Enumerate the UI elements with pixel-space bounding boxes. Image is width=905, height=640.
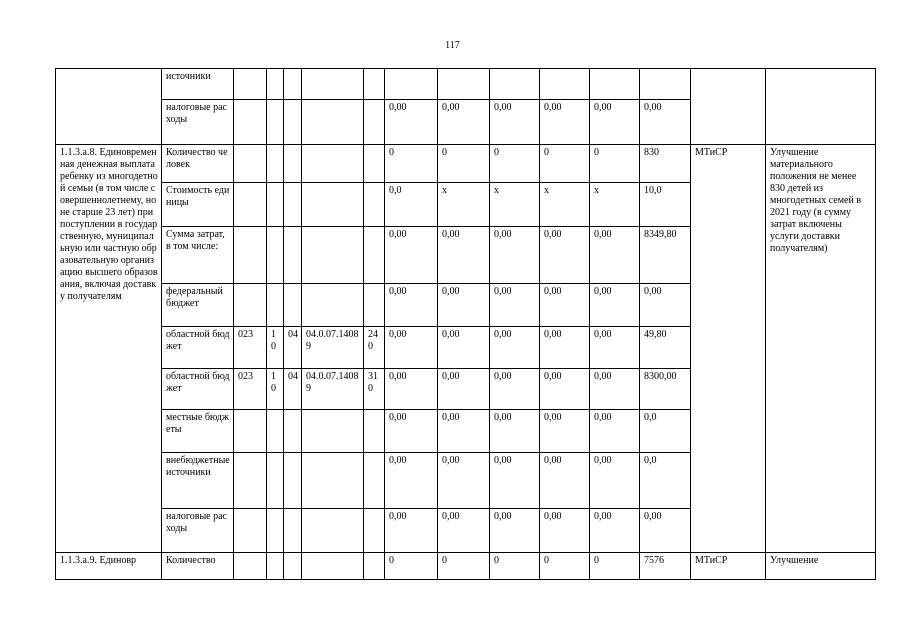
cell: 0,00: [590, 327, 640, 369]
cell: 0: [590, 553, 640, 580]
cell: федеральный бюджет: [162, 284, 234, 327]
cell: 0: [385, 553, 438, 580]
cell: [267, 410, 284, 453]
table-row: [56, 553, 876, 580]
cell: [267, 553, 284, 580]
cell: внебюджетные источники: [162, 453, 234, 509]
cell: 0,00: [438, 284, 490, 327]
cell: 0,00: [385, 227, 438, 284]
cell: 49,80: [640, 327, 691, 369]
cell: [364, 145, 385, 183]
cell: [284, 227, 302, 284]
cell: 0,00: [590, 453, 640, 509]
cell: 0,00: [385, 453, 438, 509]
cell: 0,00: [438, 453, 490, 509]
cell: 0,00: [540, 327, 590, 369]
cell: 04: [284, 369, 302, 410]
cell: [385, 69, 438, 100]
cell: 0,0: [640, 453, 691, 509]
cell: [640, 69, 691, 100]
cell: 0,00: [438, 509, 490, 553]
cell: 0,00: [590, 369, 640, 410]
expected-result: Улучшение: [766, 553, 876, 580]
activity-description: 1.1.3.а.8. Единовременная денежная выплата ребенку из многодетной семьи (в том числе совершеннолетнему, но не старше 23 лет) при поступлении в государственную, муниципальную или частную образовательную организацию высшего образования, включая доставку получателям: [56, 145, 162, 553]
cell: [284, 509, 302, 553]
cell: 0,00: [590, 509, 640, 553]
cell: 830: [640, 145, 691, 183]
cell: [302, 553, 364, 580]
cell: [284, 183, 302, 227]
cell: 0,00: [490, 284, 540, 327]
cell: [364, 227, 385, 284]
table-row: [56, 145, 876, 183]
cell: 0,00: [385, 509, 438, 553]
cell: 0,00: [590, 227, 640, 284]
cell: 0,00: [590, 284, 640, 327]
cell: 10: [267, 369, 284, 410]
cell: 0: [590, 145, 640, 183]
cell: [302, 227, 364, 284]
cell: 240: [364, 327, 385, 369]
cell: 04: [284, 327, 302, 369]
cell: х: [490, 183, 540, 227]
cell: [364, 183, 385, 227]
cell: [302, 100, 364, 145]
cell: [284, 553, 302, 580]
cell: 0,0: [640, 410, 691, 453]
cell: 0: [438, 145, 490, 183]
cell: [267, 509, 284, 553]
cell: 0,00: [640, 509, 691, 553]
cell: 0,00: [385, 100, 438, 145]
cell: 023: [234, 369, 267, 410]
cell: [302, 410, 364, 453]
cell: [284, 284, 302, 327]
cell: налоговые расходы: [162, 100, 234, 145]
cell: Сумма затрат, в том числе:: [162, 227, 234, 284]
cell: х: [590, 183, 640, 227]
cell: [302, 509, 364, 553]
cell: 0,00: [540, 369, 590, 410]
cell: 0,00: [438, 410, 490, 453]
cell: 0,00: [540, 509, 590, 553]
cell: [540, 69, 590, 100]
cell: х: [438, 183, 490, 227]
cell: 0,00: [490, 227, 540, 284]
budget-table: [55, 68, 876, 580]
cell: [267, 69, 284, 100]
cell: х: [540, 183, 590, 227]
cell: 0,0: [385, 183, 438, 227]
cell: 0,00: [385, 410, 438, 453]
cell: Количество: [162, 553, 234, 580]
cell: источники: [162, 69, 234, 100]
cell: [766, 69, 876, 145]
cell: [284, 69, 302, 100]
cell: [364, 453, 385, 509]
cell: [267, 227, 284, 284]
cell: [267, 183, 284, 227]
cell: 0,00: [640, 284, 691, 327]
cell: [284, 410, 302, 453]
cell: [284, 100, 302, 145]
cell: [234, 183, 267, 227]
expected-result: Улучшение материального положения не менее 830 детей из многодетных семей в 2021 году (в сумму затрат включены услуги доставки получателям): [766, 145, 876, 553]
cell: 0,00: [590, 410, 640, 453]
cell: [234, 145, 267, 183]
cell: [234, 553, 267, 580]
cell: 0: [385, 145, 438, 183]
cell: [302, 183, 364, 227]
cell: [302, 69, 364, 100]
cell: 0,00: [540, 284, 590, 327]
cell: [234, 69, 267, 100]
cell: [302, 284, 364, 327]
cell: 0,00: [540, 100, 590, 145]
cell: [364, 509, 385, 553]
cell: 0,00: [540, 453, 590, 509]
cell: [364, 553, 385, 580]
cell: 0,00: [490, 509, 540, 553]
page-number: 117: [445, 40, 460, 51]
cell: [364, 69, 385, 100]
cell: 0,00: [490, 453, 540, 509]
cell: 0: [540, 145, 590, 183]
cell: 0,00: [385, 369, 438, 410]
cell: [234, 284, 267, 327]
cell: 0,00: [438, 327, 490, 369]
cell: [364, 284, 385, 327]
cell: 0,00: [385, 327, 438, 369]
cell: [234, 453, 267, 509]
cell: 0,00: [490, 327, 540, 369]
cell: 0,00: [490, 410, 540, 453]
cell: областной бюджет: [162, 327, 234, 369]
cell: 0,00: [490, 100, 540, 145]
cell: 310: [364, 369, 385, 410]
cell: 8349,80: [640, 227, 691, 284]
cell: [364, 410, 385, 453]
cell: [234, 227, 267, 284]
cell: [284, 145, 302, 183]
cell: [438, 69, 490, 100]
cell: 0,00: [385, 284, 438, 327]
cell: 023: [234, 327, 267, 369]
cell: 0: [540, 553, 590, 580]
table-row: [56, 69, 876, 100]
cell: [234, 509, 267, 553]
cell: 0,00: [590, 100, 640, 145]
cell: [267, 145, 284, 183]
cell: [364, 100, 385, 145]
cell: 0,00: [490, 369, 540, 410]
cell: [56, 69, 162, 145]
cell: местные бюджеты: [162, 410, 234, 453]
cell: [302, 453, 364, 509]
cell: [284, 453, 302, 509]
cell: 0: [490, 145, 540, 183]
cell: [590, 69, 640, 100]
cell: налоговые расходы: [162, 509, 234, 553]
cell: 8300,00: [640, 369, 691, 410]
cell: [234, 100, 267, 145]
cell: 04.0.07.14089: [302, 327, 364, 369]
cell: [267, 100, 284, 145]
cell: [267, 453, 284, 509]
cell: Количество человек: [162, 145, 234, 183]
executor-cell: МТиСР: [691, 145, 766, 553]
cell: 0,00: [438, 369, 490, 410]
cell: 0: [490, 553, 540, 580]
executor-cell: МТиСР: [691, 553, 766, 580]
cell: 0,00: [540, 410, 590, 453]
cell: 10,0: [640, 183, 691, 227]
cell: Стоимость единицы: [162, 183, 234, 227]
cell: 7576: [640, 553, 691, 580]
cell: [490, 69, 540, 100]
cell: областной бюджет: [162, 369, 234, 410]
activity-description: 1.1.3.а.9. Единовр: [56, 553, 162, 580]
cell: [302, 145, 364, 183]
cell: 04.0.07.14089: [302, 369, 364, 410]
cell: [691, 69, 766, 145]
cell: 0,00: [540, 227, 590, 284]
cell: [267, 284, 284, 327]
cell: 0,00: [438, 100, 490, 145]
cell: [234, 410, 267, 453]
cell: 0: [438, 553, 490, 580]
cell: 0,00: [438, 227, 490, 284]
cell: 10: [267, 327, 284, 369]
cell: 0,00: [640, 100, 691, 145]
